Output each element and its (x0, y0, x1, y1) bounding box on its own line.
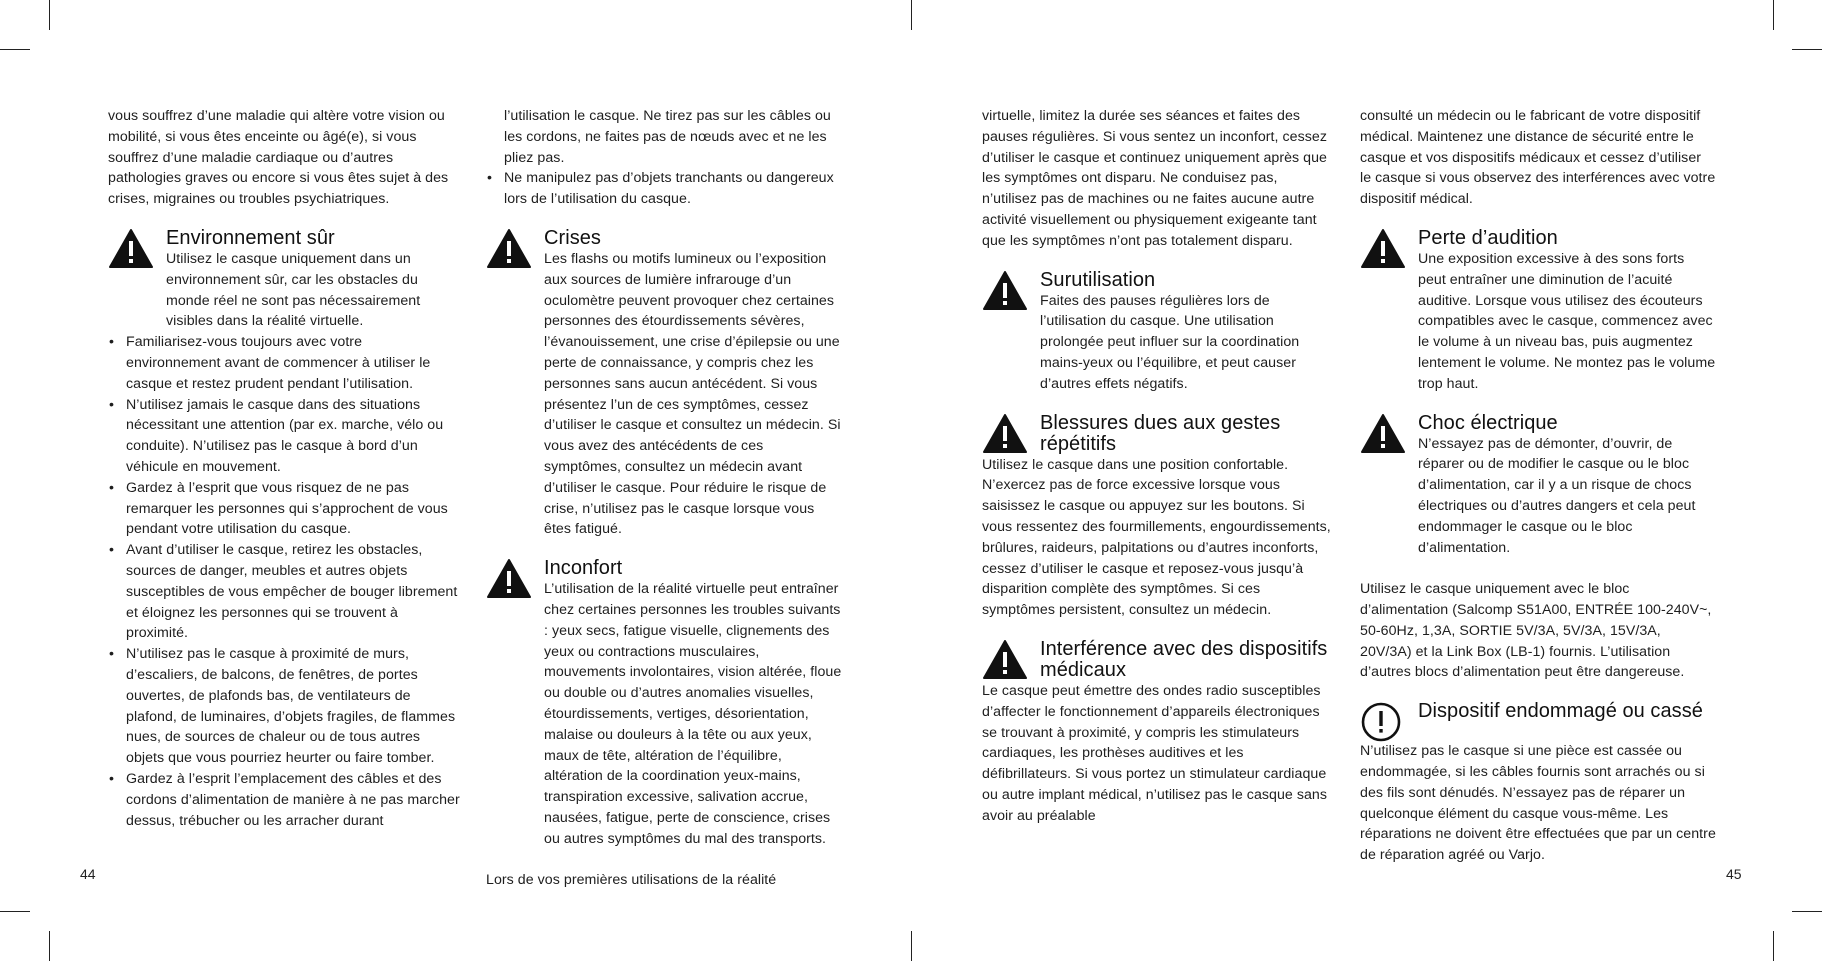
section-text: Utilisez le casque dans une position confortable. N’exercez pas de force excessive lorsque vous saisissez le casque ou appuyez sur les boutons. Si vous ressentez des fourmillements, engourdissements, brûlures, raideurs, palpitations ou d’autres inconforts, cessez d’utiliser le casque et reposez-vous jusqu’à disparition complète des symptômes. Si ces symptômes persistent, consultez un médecin. (982, 456, 1331, 619)
section-text: Le casque peut émettre des ondes radio susceptibles d’affecter le fonctionnement d’appareils électroniques se trouvant à proximité, y compris les stimulateurs cardiaques, les prothèses auditives et les défibrillateurs. Si vous portez un stimulateur cardiaque ou autre implant médical, n’utilisez pas le casque sans avoir au préalable (982, 682, 1328, 824)
list-item-continued (486, 106, 842, 168)
list-item: • N’utilisez pas le casque à proximité de murs, d’escaliers, de balcons, de fenêtres, de portes ouvertes, de plafonds bas, de ventilateurs de plafond, de luminaires, d’objets fragiles, de flammes nues, de sources de chaleur ou de tous autres objets que vous pourriez heurter ou faire tomber. (108, 644, 460, 769)
section-title: Crises (544, 226, 601, 249)
section-text: N’utilisez pas le casque si une pièce est cassée ou endommagée, si les câbles fournis sont arrachés ou si des fils sont dénudés. N’essayez pas de réparer un quelconque élément du casque vous-même. Les réparations ne doivent être effectuées que par un centre de réparation agréé ou Varjo. (1360, 743, 1716, 864)
warning-icon (486, 558, 532, 600)
warning-icon (108, 228, 154, 270)
section-choc (1360, 411, 1716, 684)
info-circle-icon (1360, 701, 1406, 743)
col3-intro: virtuelle, limitez la durée ses séances et faites des pauses régulières. Si vous sentez un inconfort, cessez d’utiliser le casque et continuez uniquement après que les symptômes ont disparu. Ne conduisez pas, n’utilisez pas de machines ou ne faites aucune autre activité visuellement ou physiquement exigeante tant que les symptômes n’ont pas totalement disparu. (982, 108, 1327, 249)
crop-mark (1792, 49, 1822, 50)
page-number-right: 45 (1726, 866, 1742, 882)
section-title: Choc électrique (1418, 411, 1558, 434)
page-number-left: 44 (80, 866, 96, 882)
section-environnement (108, 226, 460, 831)
col4-intro: consulté un médecin ou le fabricant de votre dispositif médical. Maintenez une distance de sécurité entre le casque et vos dispositifs médicaux et cessez d’utiliser le casque si vous observez des interférences avec votre dispositif médical. (1360, 108, 1716, 208)
section-text: Utilisez le casque uniquement dans un environnement sûr, car les obstacles du monde réel ne sont pas nécessairement visibles dans la réalité virtuelle. (166, 250, 421, 330)
crop-mark (49, 0, 50, 30)
crop-mark (1773, 931, 1774, 961)
warning-icon (1360, 228, 1406, 270)
section-crises (486, 226, 842, 540)
section-text: Les flashs ou motifs lumineux ou l’exposition aux sources de lumière infrarouge d’un oculomètre peuvent provoquer chez certaines personnes des étourdissements sévères, l’évanouissement, une crise d’épilepsie ou une perte de connaissance, y compris chez les personnes sans aucun antécédent. Si vous présentez l’un de ces symptômes, cessez d’utiliser le casque et consultez un médecin. Si vous avez des antécédents de ces symptômes, consultez un médecin avant d’utiliser le casque. Pour réduire le risque de crise, n’utilisez pas le casque lorsque vous êtes fatigué. (544, 250, 841, 538)
warning-icon (982, 639, 1028, 681)
section-blessures (982, 411, 1334, 621)
warning-icon (982, 413, 1028, 455)
col1-intro: vous souffrez d’une maladie qui altère votre vision ou mobilité, si vous êtes enceinte ou âgé(e), si vous souffrez d’une maladie cardiaque ou d’autres pathologies graves ou encore si vous êtes sujet à des crises, migraines ou troubles psychiatriques. (108, 108, 449, 208)
section-title: Interférence avec des dispositifs médicaux (1040, 637, 1328, 681)
list-item: • N’utilisez jamais le casque dans des situations nécessitant une attention (par ex. marche, vélo ou conduite). N’utilisez pas le casque à bord d’un véhicule en mouvement. (108, 395, 460, 478)
list-item: • Gardez à l’esprit que vous risquez de ne pas remarquer les personnes qui s’approchent de vous pendant votre utilisation du casque. (108, 478, 460, 540)
list-item: • Gardez à l’esprit l’emplacement des câbles et des cordons d’alimentation de manière à ne pas marcher dessus, trébucher ou les arracher durant (108, 769, 460, 831)
warning-icon (486, 228, 532, 270)
crop-mark (0, 49, 30, 50)
section-surutilisation (982, 268, 1334, 395)
section-title: Inconfort (544, 557, 623, 580)
col2-tail: Lors de vos premières utilisations de la réalité (486, 872, 777, 889)
section-inconfort (486, 556, 842, 849)
section-perte-audition (1360, 226, 1716, 395)
section-title: Perte d’audition (1418, 226, 1558, 249)
crop-mark (1773, 0, 1774, 30)
column-4 (1360, 106, 1716, 866)
list-item-text: l’utilisation le casque. Ne tirez pas sur les câbles ou les cordons, ne faites pas de nœuds avec et ne les pliez pas. (504, 108, 831, 166)
section-title: Environnement sûr (166, 226, 335, 249)
list-item: • Ne manipulez pas d’objets tranchants ou dangereux lors de l’utilisation du casque. (486, 168, 842, 210)
section-title: Surutilisation (1040, 268, 1156, 291)
crop-mark (49, 931, 50, 961)
section-title: Dispositif endommagé ou cassé (1418, 700, 1703, 723)
section-text: N’essayez pas de démonter, d’ouvrir, de réparer ou de modifier le casque ou le bloc d’alimentation, car il y a un risque de chocs électriques ou d’autres dangers et cela peut endommager le casque ou le bloc d’alimentation. (1418, 435, 1696, 556)
column-1 (108, 106, 460, 831)
warning-icon (982, 270, 1028, 312)
crop-mark (911, 0, 912, 30)
section-interference (982, 637, 1334, 827)
list-item: • Avant d’utiliser le casque, retirez les obstacles, sources de danger, meubles et autres objets susceptibles de vous empêcher de bouger librement et éloignez les personnes qui se trouvent à proximité. (108, 540, 460, 644)
section-dispositif (1360, 699, 1716, 866)
crop-mark (0, 911, 30, 912)
crop-mark (911, 931, 912, 961)
bullet-list (486, 106, 842, 210)
warning-icon (1360, 413, 1406, 455)
column-2 (486, 106, 842, 891)
section-text: L’utilisation de la réalité virtuelle peut entraîner chez certaines personnes les troubles suivants : yeux secs, fatigue visuelle, clignements des yeux ou contractions musculaires, mouvements involontaires, vision altérée, floue ou double ou d’autres anomalies visuelles, étourdissements, vertiges, désorientation, malaise ou douleurs à la tête ou aux yeux, maux de tête, altération de l’équilibre, altération de la coordination yeux-mains, transpiration excessive, salivation accrue, nausées, fatigue, perte de conscience, crises ou autres symptômes du mal des transports. (544, 581, 842, 847)
section-text: Faites des pauses régulières lors de l’utilisation du casque. Une utilisation prolongée peut influer sur la coordination mains-yeux ou l’équilibre, et peut causer d’autres effets négatifs. (1040, 292, 1300, 392)
crop-mark (1792, 911, 1822, 912)
column-3 (982, 106, 1334, 827)
section-title: Blessures dues aux gestes répétitifs (1040, 411, 1281, 455)
list-item: • Familiarisez-vous toujours avec votre environnement avant de commencer à utiliser le casque et restez prudent pendant l’utilisation. (108, 332, 460, 394)
section-text: Utilisez le casque uniquement avec le bloc d’alimentation (Salcomp S51A00, ENTRÉE 100-240V~, 50-60Hz, 1,3A, SORTIE 5V/3A, 5V/3A, 15V/3A, 20V/3A) et la Link Box (LB-1) fournis. L’utilisation d’autres blocs d’alimentation peut être dangereuse. (1360, 581, 1712, 681)
section-text: Une exposition excessive à des sons forts peut entraîner une diminution de l’acuité auditive. Lorsque vous utilisez des écouteurs compatibles avec le casque, commencez avec le volume à un niveau bas, puis augmentez lentement le volume. Ne montez pas le volume trop haut. (1418, 250, 1716, 392)
bullet-list (108, 332, 460, 831)
